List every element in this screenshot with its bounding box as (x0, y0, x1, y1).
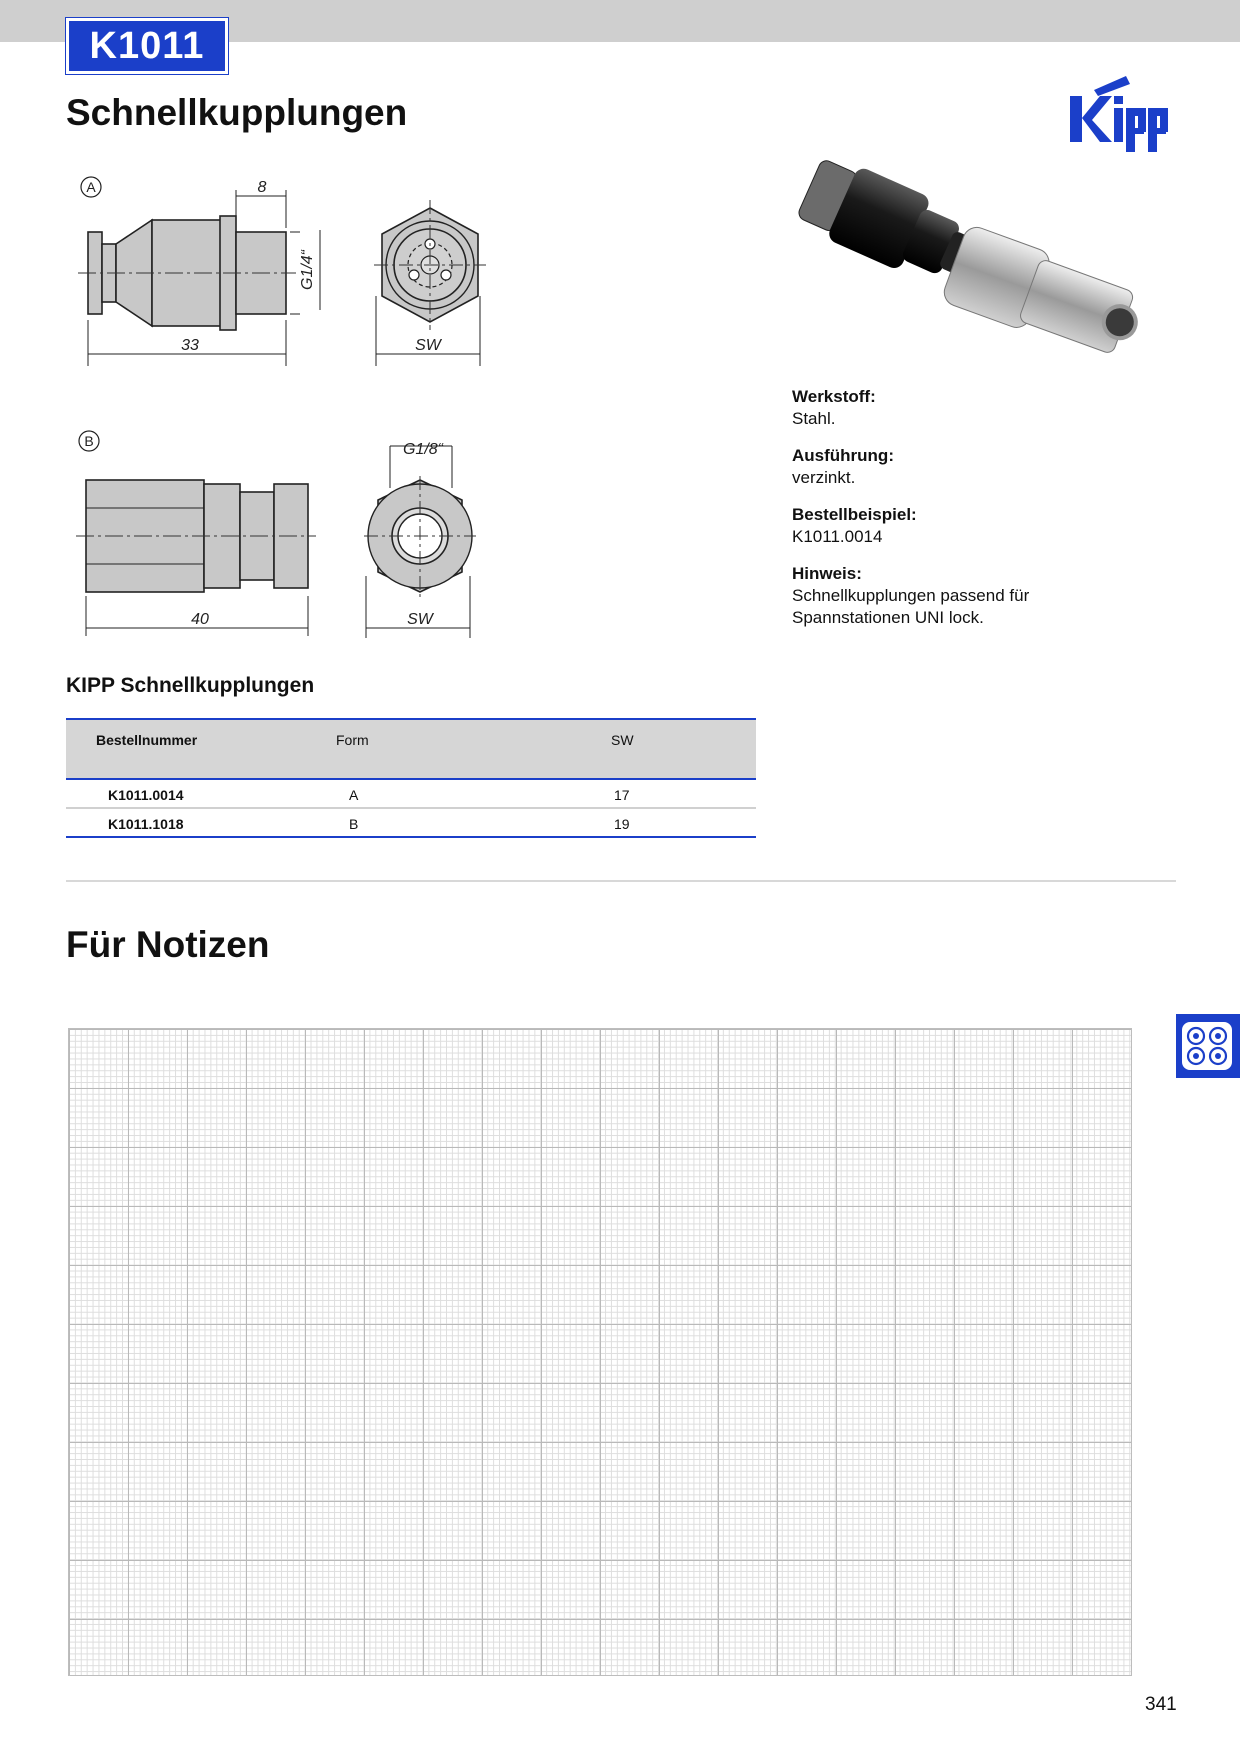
drawing-b-sw-dim: SW (407, 611, 433, 628)
drawing-a-sw-dim: SW (415, 337, 441, 354)
column-header-form: Form (336, 732, 369, 748)
notes-grid (68, 1028, 1132, 1676)
drawing-a-thread-dim (290, 220, 330, 320)
column-header-order-number: Bestellnummer (96, 732, 198, 748)
drawing-a-thread-label: G1/4“ (299, 249, 316, 291)
page-number: 341 (1145, 1694, 1177, 1715)
page-title: Schnellkupplungen (66, 92, 408, 133)
drawing-a-length-dim: 33 (181, 337, 199, 354)
category-tab-icon (1176, 1014, 1240, 1078)
cell-sw: 19 (614, 816, 630, 832)
table-header (66, 718, 756, 780)
property-material (792, 386, 1192, 430)
cell-form: A (349, 787, 359, 803)
property-note (792, 563, 1192, 629)
cell-order-number: K1011.1018 (108, 816, 184, 832)
drawing-a-front-view (370, 200, 490, 370)
property-label: Werkstoff: (792, 387, 876, 406)
property-value: Stahl. (792, 409, 836, 428)
kipp-logo (1066, 74, 1178, 156)
product-table (66, 718, 756, 838)
drawing-b-front-view (360, 436, 490, 646)
cell-form: B (349, 816, 359, 832)
section-divider (66, 880, 1176, 882)
property-order-example (792, 504, 1192, 548)
property-label: Ausführung: (792, 446, 894, 465)
property-value: verzinkt. (792, 468, 856, 487)
drawing-a-label: A (86, 179, 96, 195)
property-value: Schnellkupplungen passend für Spannstationen UNI lock. (792, 586, 1030, 627)
table-title: KIPP Schnellkupplungen (66, 674, 315, 697)
table-row (66, 780, 756, 809)
property-finish (792, 445, 1192, 489)
drawing-b-label: B (84, 433, 94, 449)
table-row (66, 809, 756, 838)
property-label: Hinweis: (792, 564, 862, 583)
drawing-a-side-view (70, 170, 300, 370)
product-properties (792, 386, 1192, 644)
cell-order-number: K1011.0014 (108, 787, 184, 803)
drawing-b-thread-label: G1/8“ (402, 441, 444, 458)
drawing-b-side-view (70, 426, 320, 646)
drawing-a-top-dim: 8 (257, 179, 267, 196)
property-label: Bestellbeispiel: (792, 505, 917, 524)
column-header-sw: SW (611, 732, 634, 748)
product-code-badge: K1011 (66, 18, 228, 74)
drawing-b-length-dim: 40 (191, 611, 209, 628)
cell-sw: 17 (614, 787, 630, 803)
product-photo (780, 160, 1140, 370)
notes-title: Für Notizen (66, 924, 270, 965)
property-value: K1011.0014 (792, 527, 883, 546)
